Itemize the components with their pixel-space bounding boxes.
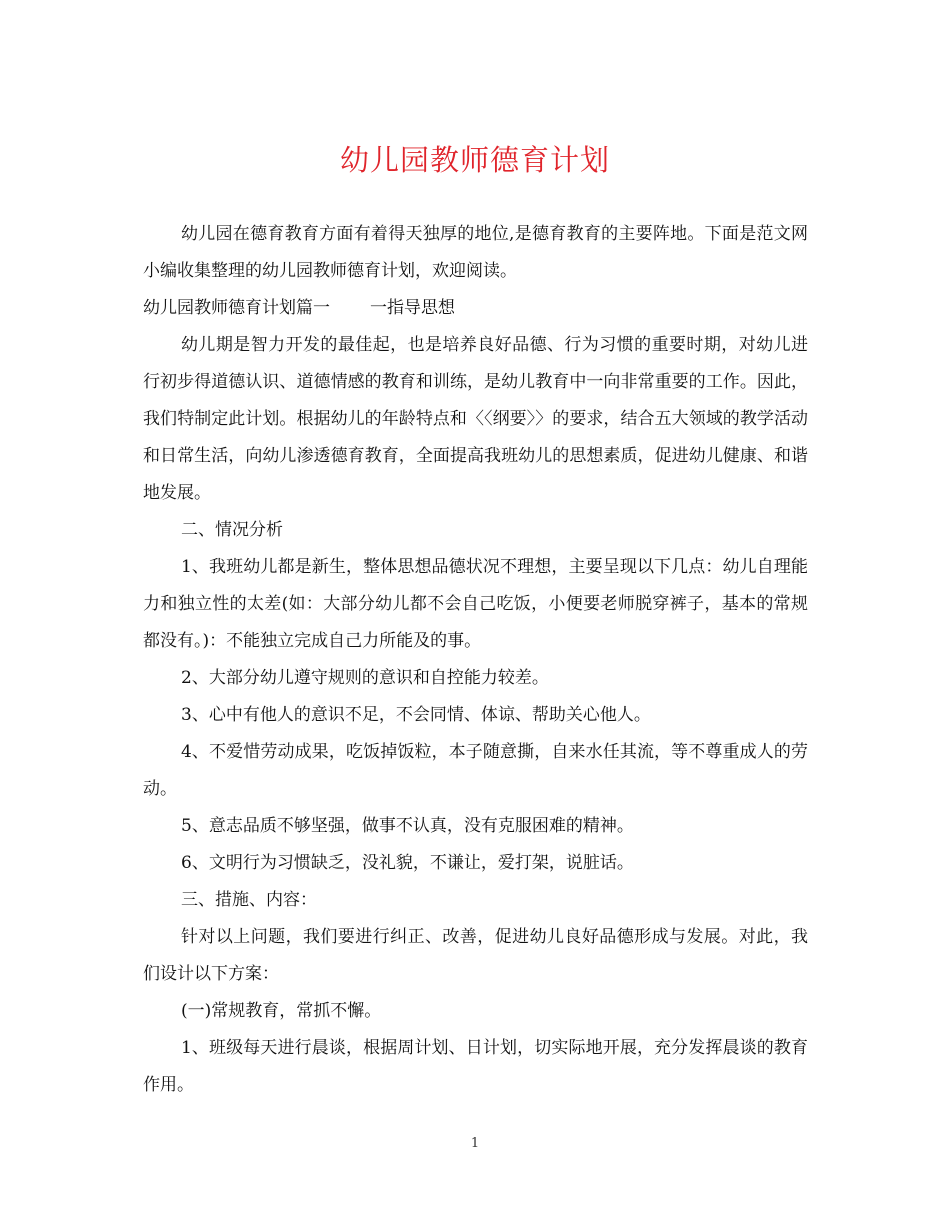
paragraph-item-5: 5、意志品质不够坚强，做事不认真，没有克服困难的精神。 (181, 816, 634, 836)
heading-routine-education: (一)常规教育，常抓不懈。 (181, 1001, 382, 1021)
paragraph-item-1: 1、我班幼儿都是新生，整体思想品德状况不理想，主要呈现以下几点：幼儿自理能力和独立性的太差(如：大部分幼儿都不会自己吃饭，小便要老师脱穿裤子，基本的常规都没有。)：不能独立完成自己力所能及的事。 (143, 557, 808, 651)
paragraph-measures-intro: 针对以上问题，我们要进行纠正、改善，促进幼儿良好品德形成与发展。对此，我们设计以下方案： (143, 927, 808, 984)
section-heading-title: 幼儿园教师德育计划篇一 (143, 298, 330, 318)
page-number: 1 (470, 1136, 480, 1151)
section-heading (143, 290, 808, 327)
document-body (143, 216, 808, 1104)
heading-measures: 三、措施、内容： (181, 890, 317, 910)
paragraph-item-6: 6、文明行为习惯缺乏，没礼貌，不谦让，爱打架，说脏话。 (181, 853, 634, 873)
paragraph-item-3: 3、心中有他人的意识不足，不会同情、体谅、帮助关心他人。 (181, 705, 651, 725)
paragraph-routine-item-1: 1、班级每天进行晨谈，根据周计划、日计划，切实际地开展，充分发挥晨谈的教育作用。 (143, 1038, 808, 1095)
paragraph-item-2: 2、大部分幼儿遵守规则的意识和自控能力较差。 (181, 668, 549, 688)
paragraph-guiding-thought: 幼儿期是智力开发的最佳起，也是培养良好品德、行为习惯的重要时期，对幼儿进行初步得道德认识、道德情感的教育和训练，是幼儿教育中一向非常重要的工作。因此，我们特制定此计划。根据幼儿的年龄特点和〈〈纲要〉〉的要求，结合五大领域的教学活动和日常生活，向幼儿渗透德育教育，全面提高我班幼儿的思想素质，促进幼儿健康、和谐地发展。 (143, 335, 808, 503)
intro-paragraph: 幼儿园在德育教育方面有着得天独厚的地位,是德育教育的主要阵地。下面是范文网小编收集整理的幼儿园教师德育计划，欢迎阅读。 (143, 224, 808, 281)
paragraph-item-4: 4、不爱惜劳动成果，吃饭掉饭粒，本子随意撕，自来水任其流，等不尊重成人的劳动。 (143, 742, 808, 799)
section-heading-subtitle: 一指导思想 (370, 298, 455, 318)
heading-situation-analysis: 二、情况分析 (181, 520, 283, 540)
document-title: 幼儿园教师德育计划 (339, 143, 610, 177)
